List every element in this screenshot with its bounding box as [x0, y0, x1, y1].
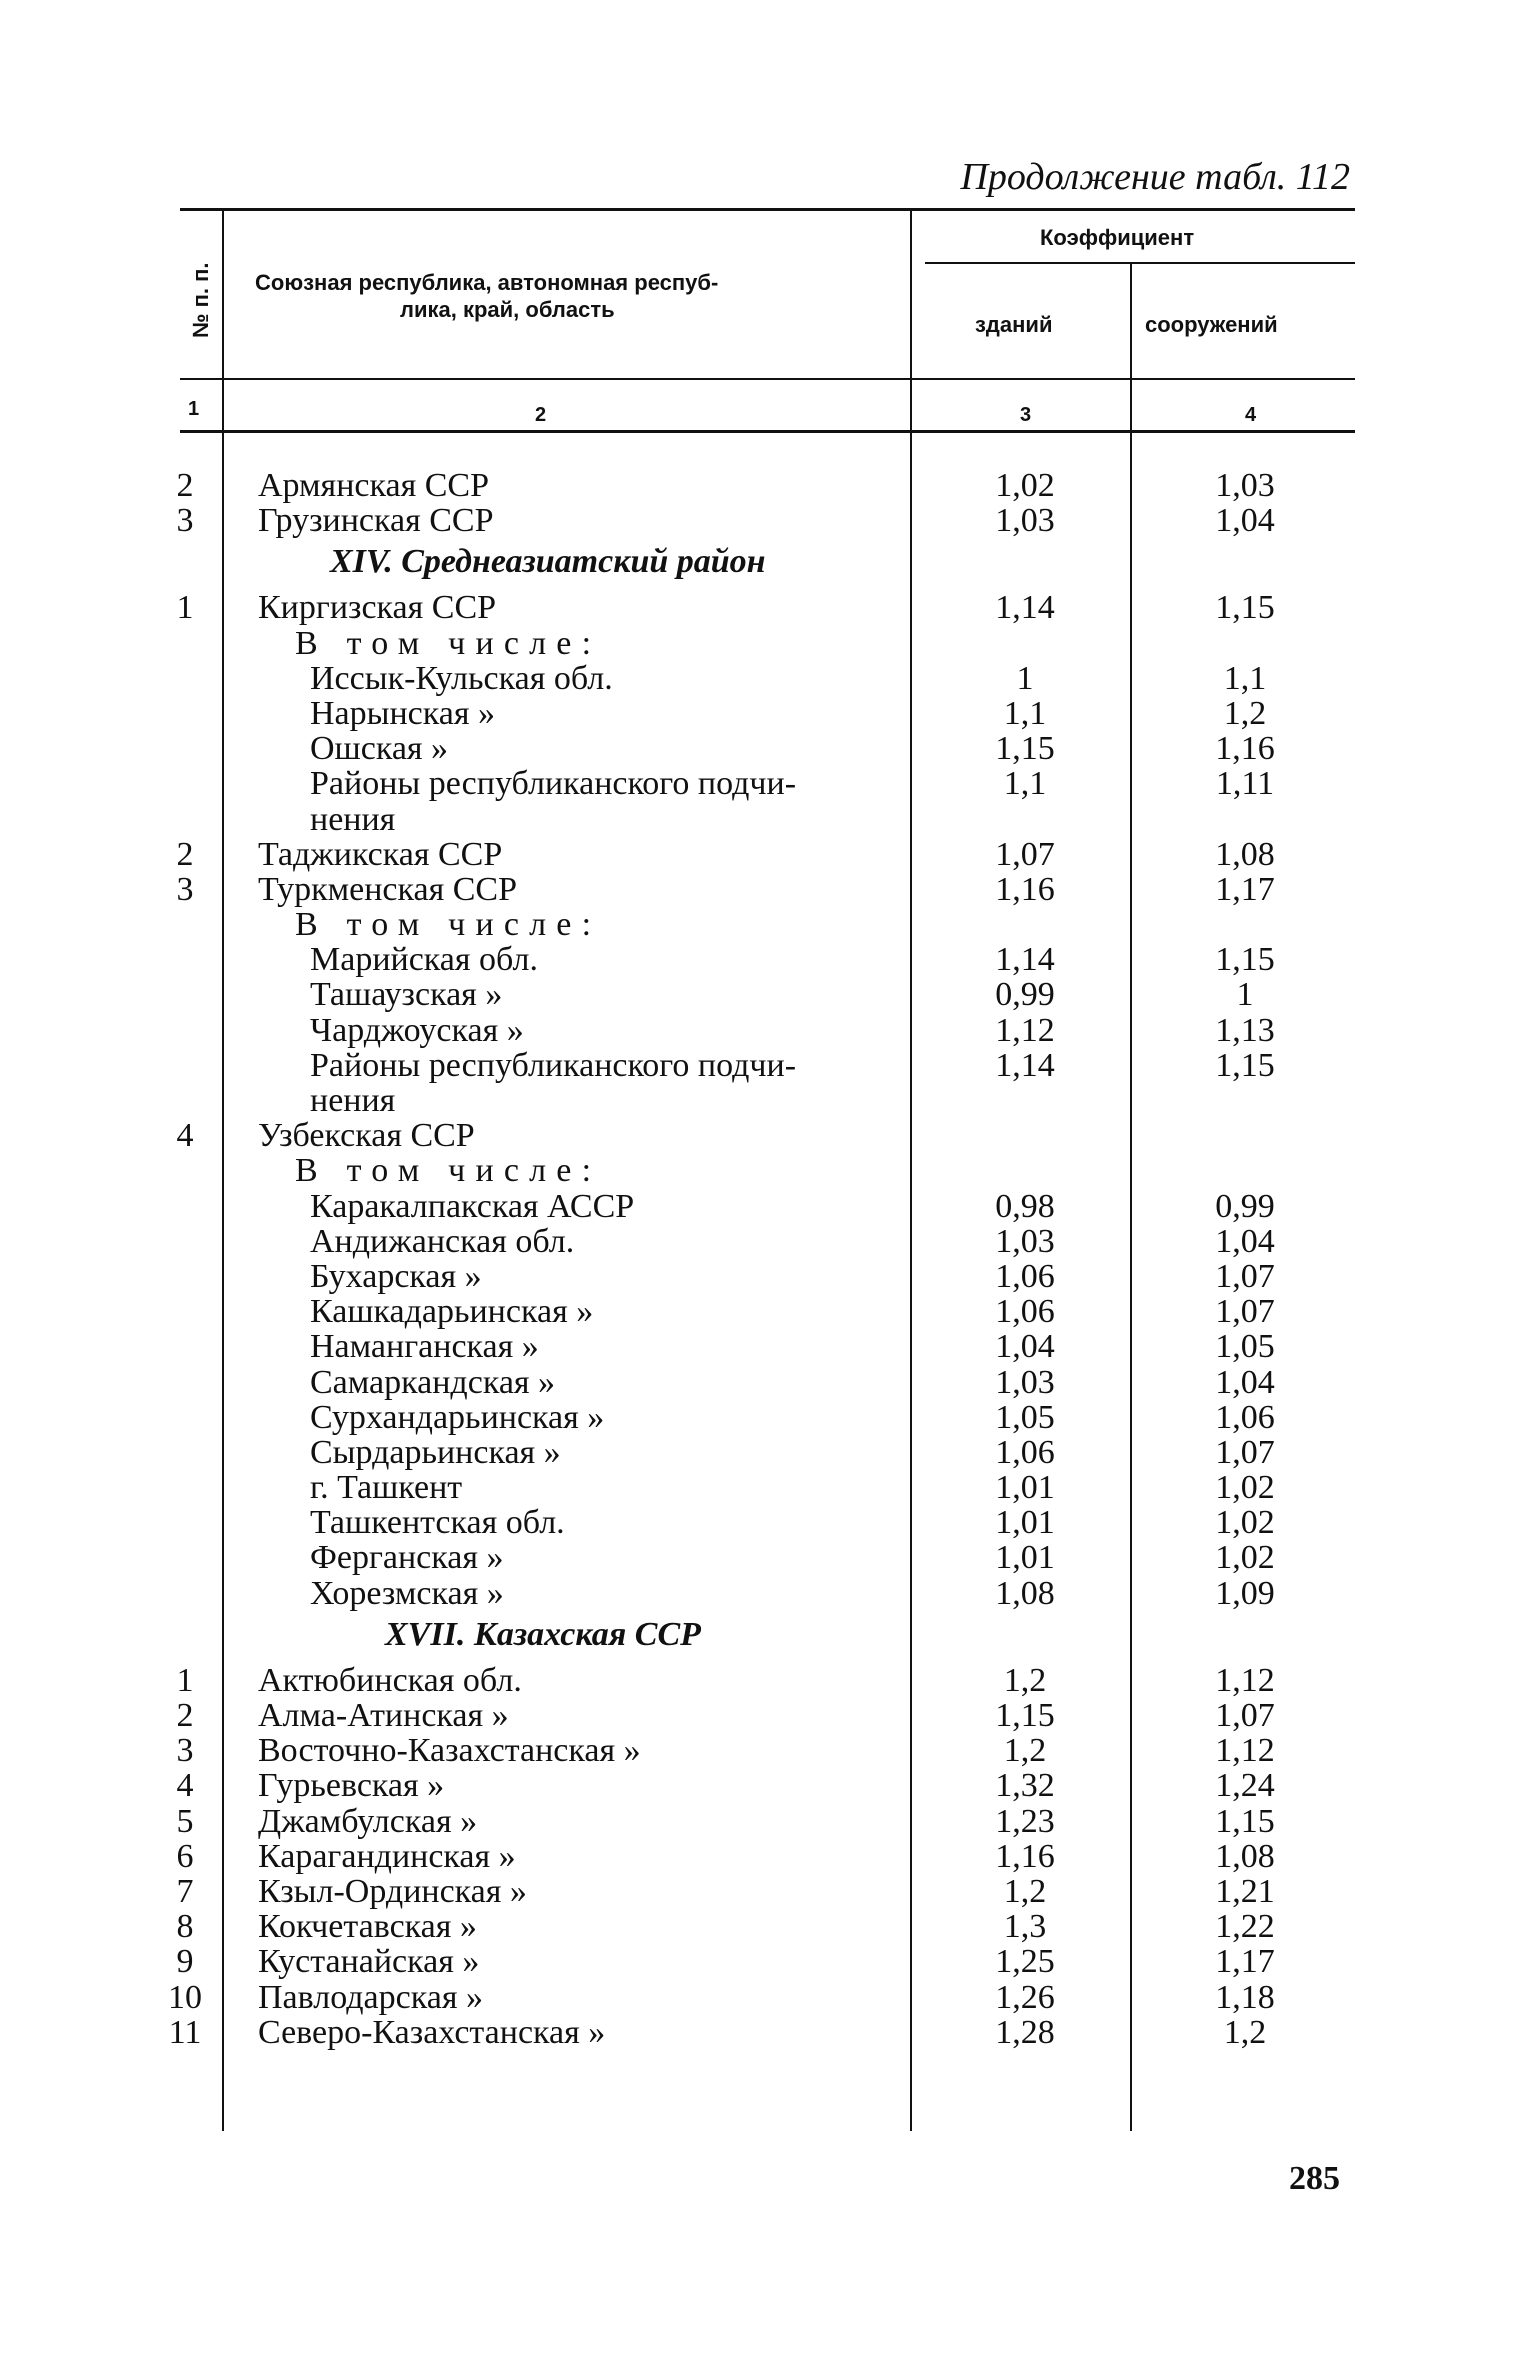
- coef-structures: 1,07: [1215, 1257, 1275, 1295]
- region-name: Восточно-Казахстанская »: [258, 1732, 641, 1770]
- coef-structures: 1,15: [1215, 941, 1275, 979]
- coef-structures: 1: [1236, 976, 1254, 1014]
- row-number: 4: [176, 1117, 194, 1155]
- coef-structures: 1,17: [1215, 1943, 1275, 1981]
- region-name: Ташкентская обл.: [310, 1504, 565, 1542]
- section-heading-row: [0, 1611, 1535, 1663]
- table-row: [0, 1153, 1535, 1188]
- table-row: [0, 1365, 1535, 1400]
- table-row: [0, 1909, 1535, 1944]
- coef-structures: 1,11: [1215, 765, 1275, 803]
- coef-buildings: 1,2: [1003, 1732, 1047, 1770]
- row-number: 6: [176, 1837, 194, 1875]
- page-number: 285: [1289, 2160, 1340, 2197]
- region-name: Узбекская ССР: [258, 1117, 475, 1155]
- region-name: Сырдарьинская »: [310, 1433, 561, 1471]
- coef-structures: 1,05: [1215, 1328, 1275, 1366]
- coef-buildings: 1,28: [995, 2013, 1055, 2051]
- table-row: [0, 1224, 1535, 1259]
- coef-buildings: 1,1: [1003, 694, 1047, 732]
- coef-buildings: 1,15: [995, 730, 1055, 768]
- table-row: [0, 1505, 1535, 1540]
- table-row: [0, 1083, 1535, 1118]
- coef-structures: 1,1: [1223, 659, 1267, 697]
- section-heading-row: [0, 538, 1535, 590]
- row-number: 2: [176, 835, 194, 873]
- region-name: Гурьевская »: [258, 1767, 445, 1805]
- coef-buildings: 1,16: [995, 870, 1055, 908]
- table-row: [0, 1435, 1535, 1470]
- row-number: 2: [176, 467, 194, 504]
- region-name: В том числе:: [295, 906, 602, 944]
- header-num-3: 3: [1020, 404, 1032, 426]
- region-name: В том числе:: [295, 1152, 602, 1190]
- region-name: Таджикская ССР: [258, 835, 503, 873]
- coef-structures: 1,2: [1223, 2013, 1267, 2051]
- region-name: Нарынская »: [310, 694, 496, 732]
- row-number: 1: [176, 589, 194, 627]
- region-name: Ошская »: [310, 730, 449, 768]
- region-name: Северо-Казахстанская »: [258, 2013, 606, 2051]
- region-name: Грузинская ССР: [258, 502, 494, 540]
- row-number: 4: [176, 1767, 194, 1805]
- coef-buildings: 1,03: [995, 502, 1055, 540]
- coef-buildings: 1,12: [995, 1011, 1055, 1049]
- region-name: Каракалпакская АССР: [310, 1187, 635, 1225]
- coef-structures: 1,21: [1215, 1872, 1275, 1910]
- coef-structures: 1,08: [1215, 835, 1275, 873]
- region-name: Хорезмская »: [310, 1574, 504, 1612]
- table-row: [0, 1189, 1535, 1224]
- region-name: Ташаузская »: [310, 976, 503, 1014]
- row-number: 7: [176, 1872, 194, 1910]
- region-name: нения: [310, 800, 396, 838]
- table-row: [0, 731, 1535, 766]
- region-name: Андижанская обл.: [310, 1222, 575, 1260]
- table-row: [0, 1400, 1535, 1435]
- coef-rule: [925, 262, 1355, 264]
- table-row: [0, 766, 1535, 801]
- header-num-2: 2: [535, 404, 547, 426]
- table-row: [0, 1768, 1535, 1803]
- coef-buildings: 1,08: [995, 1574, 1055, 1612]
- coef-buildings: 1,02: [995, 467, 1055, 504]
- row-number: 2: [176, 1697, 194, 1734]
- table-row: [0, 802, 1535, 837]
- region-name: Сурхандарьинская »: [310, 1398, 605, 1436]
- row-number: 3: [176, 870, 194, 908]
- coef-buildings: 1,26: [995, 1978, 1055, 2016]
- region-name: Районы республиканского подчи-: [310, 765, 797, 803]
- table-row: [0, 1013, 1535, 1048]
- num-row-rule: [180, 430, 1355, 433]
- coef-buildings: 1,32: [995, 1767, 1055, 1805]
- row-number: 9: [176, 1943, 194, 1981]
- region-name: В том числе:: [295, 624, 602, 662]
- table-row: [0, 1048, 1535, 1083]
- coef-buildings: 1: [1016, 659, 1034, 697]
- header-num-4: 4: [1245, 404, 1257, 426]
- coef-structures: 1,24: [1215, 1767, 1275, 1805]
- table-row: [0, 1698, 1535, 1733]
- coef-buildings: 1,06: [995, 1257, 1055, 1295]
- coef-buildings: 1,03: [995, 1363, 1055, 1401]
- coef-buildings: 1,07: [995, 835, 1055, 873]
- region-name: Бухарская »: [310, 1257, 482, 1295]
- top-rule: [180, 208, 1355, 211]
- row-number: 10: [168, 1978, 202, 2016]
- table-row: [0, 1329, 1535, 1364]
- region-name: Кокчетавская »: [258, 1908, 477, 1946]
- coef-buildings: 1,01: [995, 1504, 1055, 1542]
- table-row: [0, 1874, 1535, 1909]
- coef-structures: 1,22: [1215, 1908, 1275, 1946]
- coef-structures: 1,18: [1215, 1978, 1275, 2016]
- coef-structures: 1,09: [1215, 1574, 1275, 1612]
- coef-structures: 1,04: [1215, 1222, 1275, 1260]
- section-heading: XVII. Казахская ССР: [385, 1615, 701, 1653]
- region-name: Карагандинская »: [258, 1837, 516, 1875]
- coef-buildings: 1,2: [1003, 1872, 1047, 1910]
- coef-buildings: 1,14: [995, 589, 1055, 627]
- table-row: [0, 1540, 1535, 1575]
- row-number: 3: [176, 502, 194, 540]
- coef-buildings: 1,3: [1003, 1908, 1047, 1946]
- header-rule: [180, 378, 1355, 380]
- coef-structures: 1,03: [1215, 467, 1275, 504]
- table-row: [0, 872, 1535, 907]
- header-col-buildings: зданий: [975, 312, 1053, 337]
- region-name: Киргизская ССР: [258, 589, 497, 627]
- region-name: Павлодарская »: [258, 1978, 483, 2016]
- region-name: нения: [310, 1082, 396, 1119]
- coef-buildings: 1,01: [995, 1539, 1055, 1577]
- coef-structures: 1,2: [1223, 694, 1267, 732]
- table-row: [0, 503, 1535, 538]
- coef-buildings: 1,25: [995, 1943, 1055, 1981]
- table-row: [0, 590, 1535, 625]
- coef-buildings: 1,01: [995, 1469, 1055, 1507]
- region-name: Чарджоуская »: [310, 1011, 524, 1049]
- header-col-number: № п. п.: [188, 262, 213, 338]
- row-number: 11: [168, 2013, 202, 2051]
- coef-structures: 1,12: [1215, 1732, 1275, 1770]
- region-name: Джамбулская »: [258, 1802, 478, 1840]
- coef-structures: 1,02: [1215, 1469, 1275, 1507]
- coef-structures: 1,17: [1215, 870, 1275, 908]
- table-row: [0, 2015, 1535, 2050]
- coef-structures: 1,13: [1215, 1011, 1275, 1049]
- coef-buildings: 1,14: [995, 1046, 1055, 1084]
- coef-buildings: 1,14: [995, 941, 1055, 979]
- table-row: [0, 661, 1535, 696]
- table-row: [0, 626, 1535, 661]
- continuation-title: Продолжение табл. 112: [960, 156, 1350, 198]
- coef-structures: 1,02: [1215, 1504, 1275, 1542]
- coef-structures: 1,08: [1215, 1837, 1275, 1875]
- table-body: [0, 468, 1535, 2050]
- row-number: 8: [176, 1908, 194, 1946]
- header-col-name-line1: Союзная республика, автономная респуб-: [255, 270, 719, 295]
- coef-structures: 0,99: [1215, 1187, 1275, 1225]
- region-name: г. Ташкент: [310, 1469, 463, 1507]
- section-heading: XIV. Среднеазиатский район: [330, 543, 766, 581]
- coef-buildings: 0,98: [995, 1187, 1055, 1225]
- header-coefficient: Коэффициент: [1040, 225, 1195, 250]
- header-num-1: 1: [188, 398, 200, 420]
- table-row: [0, 1839, 1535, 1874]
- coef-buildings: 1,04: [995, 1328, 1055, 1366]
- coef-buildings: 1,2: [1003, 1661, 1047, 1699]
- table-row: [0, 1259, 1535, 1294]
- region-name: Кзыл-Ординская »: [258, 1872, 527, 1910]
- header-col-structures: сооружений: [1145, 312, 1278, 337]
- table-row: [0, 942, 1535, 977]
- region-name: Районы республиканского подчи-: [310, 1046, 797, 1084]
- coef-structures: 1,15: [1215, 1046, 1275, 1084]
- region-name: Иссык-Кульская обл.: [310, 659, 613, 697]
- coef-structures: 1,02: [1215, 1539, 1275, 1577]
- coef-buildings: 1,1: [1003, 765, 1047, 803]
- table-row: [0, 1576, 1535, 1611]
- table-row: [0, 1980, 1535, 2015]
- coef-structures: 1,16: [1215, 730, 1275, 768]
- coef-structures: 1,15: [1215, 1802, 1275, 1840]
- region-name: Армянская ССР: [258, 467, 489, 504]
- coef-buildings: 1,16: [995, 1837, 1055, 1875]
- table-row: [0, 468, 1535, 503]
- coef-structures: 1,04: [1215, 1363, 1275, 1401]
- table-row: [0, 1663, 1535, 1698]
- coef-buildings: 1,05: [995, 1398, 1055, 1436]
- table-row: [0, 837, 1535, 872]
- table-row: [0, 1733, 1535, 1768]
- header-col-name-line2: лика, край, область: [400, 297, 615, 322]
- table-row: [0, 1118, 1535, 1153]
- table-row: [0, 1294, 1535, 1329]
- region-name: Алма-Атинская »: [258, 1697, 509, 1734]
- coef-structures: 1,04: [1215, 502, 1275, 540]
- coef-structures: 1,07: [1215, 1697, 1275, 1734]
- coef-buildings: 1,06: [995, 1293, 1055, 1331]
- coef-buildings: 1,06: [995, 1433, 1055, 1471]
- coef-structures: 1,06: [1215, 1398, 1275, 1436]
- region-name: Наманганская »: [310, 1328, 539, 1366]
- coef-structures: 1,07: [1215, 1433, 1275, 1471]
- region-name: Актюбинская обл.: [258, 1661, 522, 1699]
- table-row: [0, 1804, 1535, 1839]
- row-number: 3: [176, 1732, 194, 1770]
- coef-structures: 1,15: [1215, 589, 1275, 627]
- coef-buildings: 1,15: [995, 1697, 1055, 1734]
- row-number: 1: [176, 1661, 194, 1699]
- coef-structures: 1,12: [1215, 1661, 1275, 1699]
- region-name: Кашкадарьинская »: [310, 1293, 594, 1331]
- region-name: Самаркандская »: [310, 1363, 556, 1401]
- coef-buildings: 1,03: [995, 1222, 1055, 1260]
- table-row: [0, 977, 1535, 1012]
- region-name: Туркменская ССР: [258, 870, 517, 908]
- coef-buildings: 1,23: [995, 1802, 1055, 1840]
- region-name: Марийская обл.: [310, 941, 538, 979]
- table-row: [0, 1944, 1535, 1979]
- table-row: [0, 696, 1535, 731]
- coef-buildings: 0,99: [995, 976, 1055, 1014]
- row-number: 5: [176, 1802, 194, 1840]
- region-name: Ферганская »: [310, 1539, 504, 1577]
- table-row: [0, 1470, 1535, 1505]
- table-row: [0, 907, 1535, 942]
- region-name: Кустанайская »: [258, 1943, 480, 1981]
- coef-structures: 1,07: [1215, 1293, 1275, 1331]
